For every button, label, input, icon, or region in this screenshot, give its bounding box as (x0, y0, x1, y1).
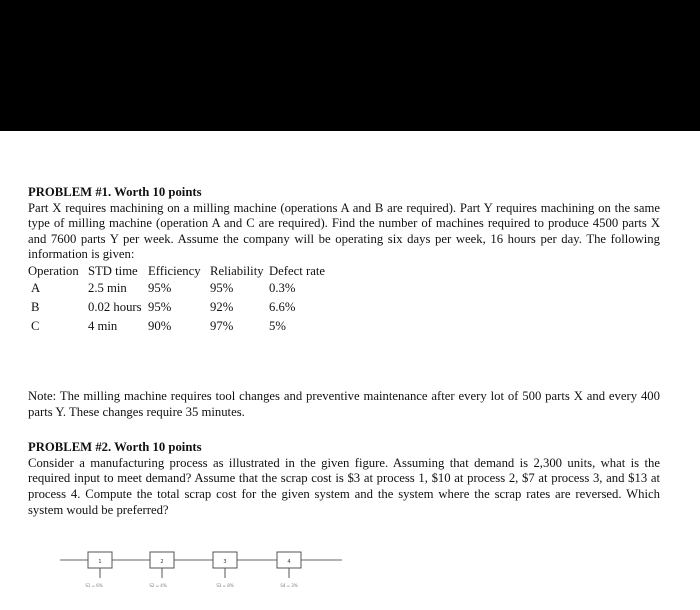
cell-efficiency: 95% (148, 299, 172, 314)
process-flow-diagram (60, 548, 350, 592)
cell-defect-rate: 0.3% (269, 280, 296, 295)
problem2-title: PROBLEM #2. Worth 10 points (28, 440, 202, 455)
table-row (28, 281, 325, 300)
process-step-1 (85, 552, 112, 588)
process-step-2 (149, 552, 174, 588)
operations-table (28, 264, 325, 338)
scrap-label: S2 = 4% (149, 583, 167, 588)
table-header-row (28, 264, 325, 281)
process-label: 1 (98, 559, 102, 565)
black-header-band (0, 0, 700, 131)
problem1-note: Note: The milling machine requires tool changes and preventive maintenance after every lot of 500 parts X and every 400 parts Y. These changes require 35 minutes. (28, 388, 660, 419)
header-operation: Operation (28, 263, 79, 278)
problem2-text: Consider a manufacturing process as illustrated in the given figure. Assuming that demand is 2,300 units, what is the required input to meet demand? Assume that the scrap cost is $3 at process 1, $10 at process 2, $7 at process 3, and $13 at process 4. Compute the total scrap cost for the given system and the system where the scrap rates are reversed. Which system would be preferred? (28, 455, 660, 517)
cell-std-time: 0.02 hours (88, 299, 142, 314)
header-efficiency: Efficiency (148, 263, 201, 278)
cell-defect-rate: 6.6% (269, 299, 296, 314)
cell-reliability: 97% (210, 318, 234, 333)
cell-std-time: 2.5 min (88, 280, 127, 295)
problem1-text: Part X requires machining on a milling machine (operations A and B are required). Part Y requires machining on the same type of milling machine (operation A and C are required). Find the number of machines required to produce 4500 parts X and 7600 parts Y per week. Assume the company will be operating six days per week, 16 hours per day. The following information is given: (28, 200, 660, 262)
scrap-label: S1 = 6% (85, 583, 103, 588)
cell-defect-rate: 5% (269, 318, 286, 333)
scrap-label: S4 = 3% (280, 583, 298, 588)
process-label: 4 (287, 559, 291, 565)
table-row (28, 319, 325, 338)
process-step-4 (277, 552, 301, 588)
cell-efficiency: 95% (148, 280, 172, 295)
cell-reliability: 92% (210, 299, 234, 314)
header-std-time: STD time (88, 263, 138, 278)
header-defect-rate: Defect rate (269, 263, 325, 278)
cell-efficiency: 90% (148, 318, 172, 333)
cell-std-time: 4 min (88, 318, 118, 333)
process-label: 2 (160, 559, 164, 565)
problem1-title: PROBLEM #1. Worth 10 points (28, 185, 202, 199)
cell-operation: A (31, 280, 41, 295)
process-label: 3 (223, 559, 227, 565)
cell-reliability: 95% (210, 280, 234, 295)
header-reliability: Reliability (210, 263, 264, 278)
document-body (28, 185, 660, 518)
cell-operation: C (31, 318, 40, 333)
cell-operation: B (31, 299, 40, 314)
process-step-3 (213, 552, 237, 588)
scrap-label: S3 = 8% (216, 583, 234, 588)
table-row (28, 300, 325, 319)
